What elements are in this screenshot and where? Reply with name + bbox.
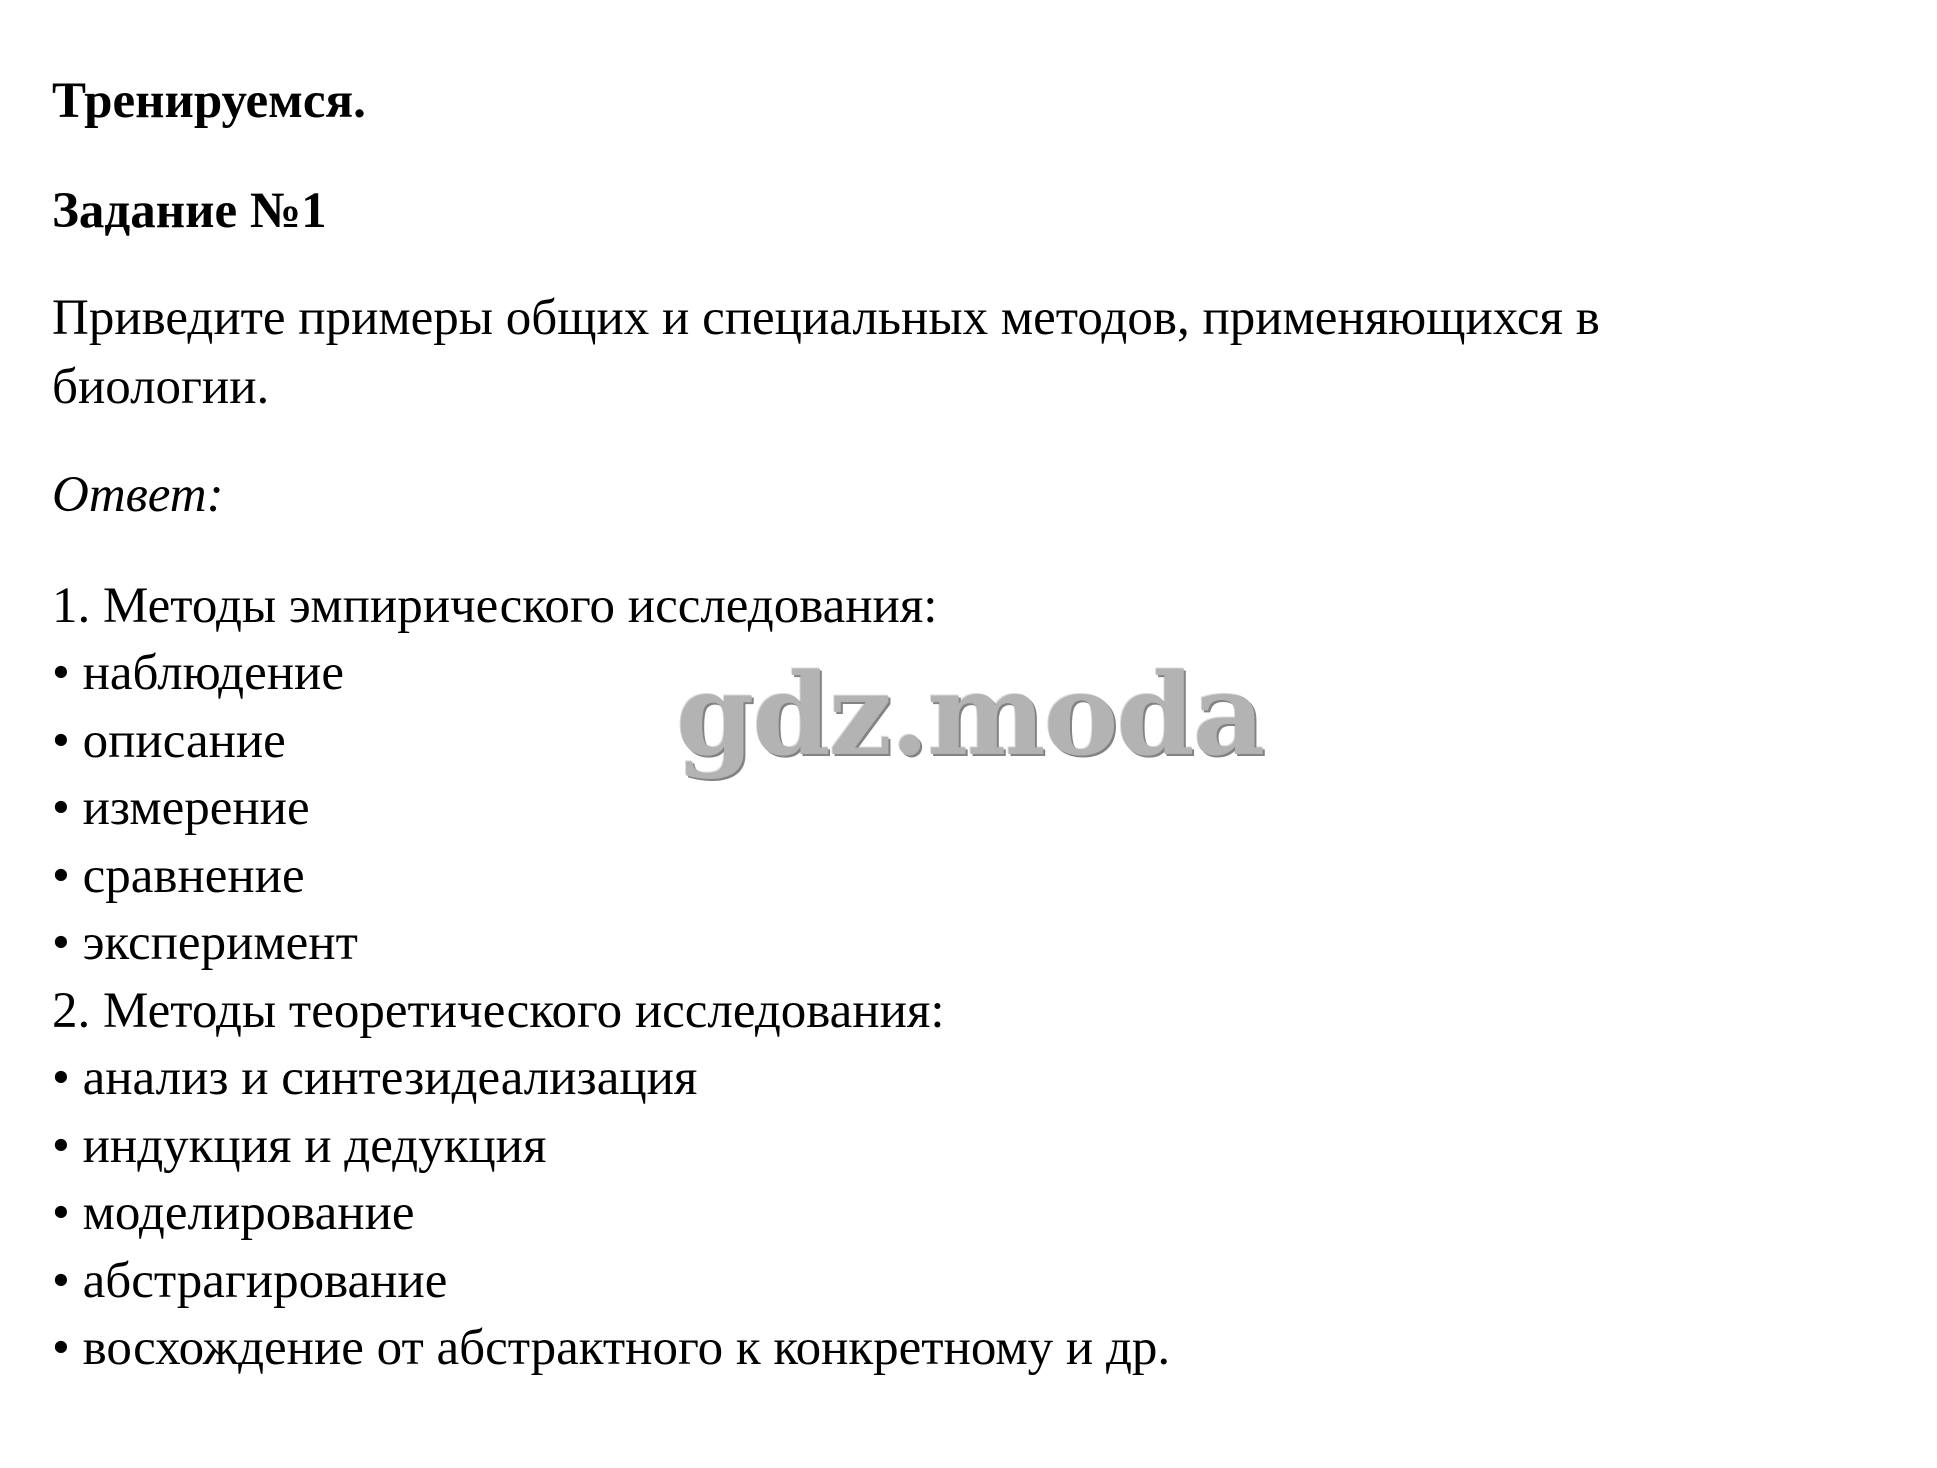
answer-group-theoretical: 2. Методы теоретического исследования: <box>52 983 945 1039</box>
answer-label: Ответ: <box>52 467 224 523</box>
list-item: • восхождение от абстрактного к конкретному и др. <box>52 1320 1171 1376</box>
task-title: Задание №1 <box>52 183 327 239</box>
list-item: • анализ и синтезидеализация <box>52 1050 698 1106</box>
question-line-2: биологии. <box>52 359 270 415</box>
list-item: • сравнение <box>52 848 305 904</box>
question-line-1: Приведите примеры общих и специальных методов, применяющихся в <box>52 290 1600 346</box>
list-item: • индукция и дедукция <box>52 1118 547 1174</box>
list-item: • эксперимент <box>52 915 358 971</box>
list-item: • моделирование <box>52 1185 415 1241</box>
list-item: • описание <box>52 713 286 769</box>
list-item: • абстрагирование <box>52 1253 448 1309</box>
list-item: • измерение <box>52 780 310 836</box>
answer-group-empirical: 1. Методы эмпирического исследования: <box>52 578 938 634</box>
list-item: • наблюдение <box>52 645 344 701</box>
watermark-logo: gdz.moda <box>676 650 1264 781</box>
section-heading: Тренируемся. <box>52 73 366 129</box>
